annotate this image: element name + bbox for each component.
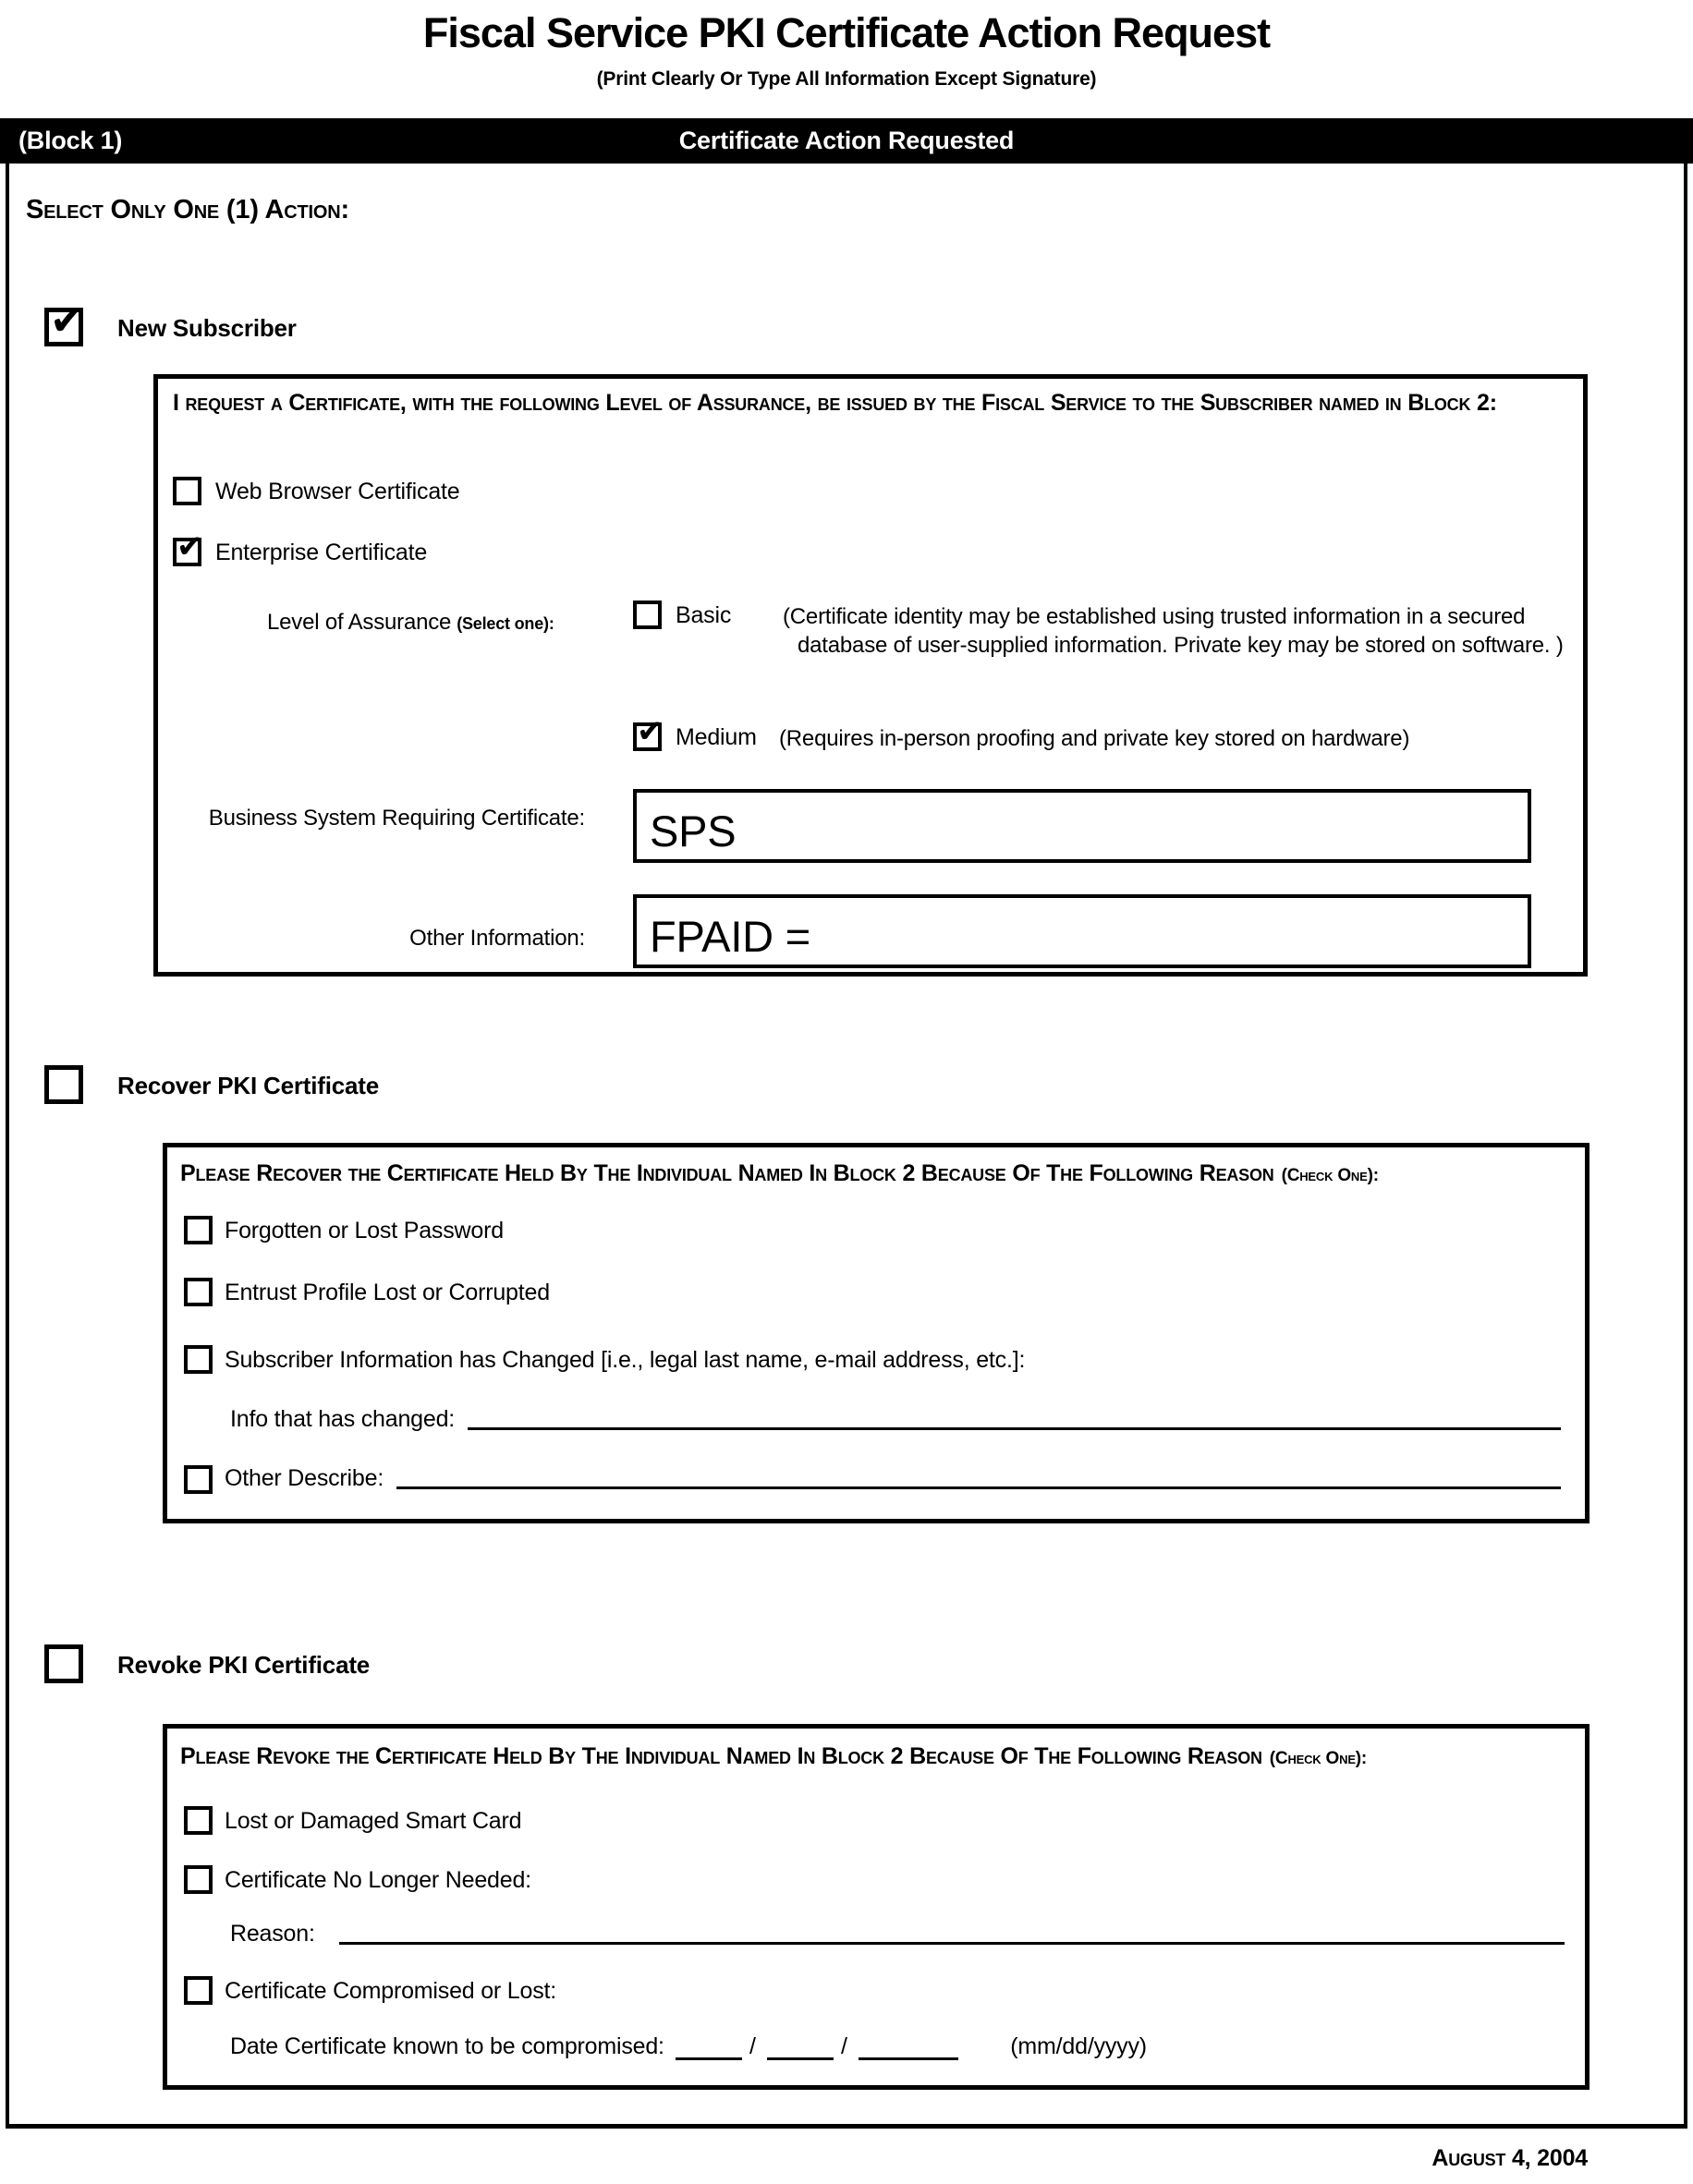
cert-compromised-label: Certificate Compromised or Lost: [225,1978,557,2004]
recover-label: Recover PKI Certificate [117,1072,379,1099]
forgotten-password-label: Forgotten or Lost Password [225,1218,504,1244]
revoke-box [163,1724,1589,2090]
block1-header-bar [0,118,1693,164]
recover-box-header [180,1157,1379,1193]
select-one-note: (Select one): [457,614,554,633]
business-system-input[interactable]: SPS [633,789,1531,863]
level-of-assurance-label [267,608,554,638]
level-of-assurance-text: Level of Assurance [267,610,452,635]
footer-date: August 4, 2004 [1431,2145,1588,2171]
lost-smart-card-label: Lost or Damaged Smart Card [225,1808,522,1834]
subscriber-info-changed-checkbox[interactable] [184,1345,213,1374]
checkmark-icon: ✔ [50,297,84,345]
revoke-reason-field[interactable] [339,1938,1565,1945]
block1-bar-title: Certificate Action Requested [678,127,1015,154]
assurance-basic-checkbox[interactable] [633,601,662,629]
new-subscriber-label: New Subscriber [117,314,297,342]
revoke-header-text: Please Revoke the Certificate Held By The Individual Named In Block 2 Because Of The Following Reason [180,1743,1262,1769]
recover-other-label: Other Describe: [225,1465,384,1491]
assurance-medium-label: Medium [676,724,757,750]
date-format-hint: (mm/dd/yyyy) [1010,2033,1147,2059]
web-browser-cert-checkbox[interactable] [173,477,201,505]
page-title: Fiscal Service PKI Certificate Action Request [422,9,1271,56]
date-separator: / [749,2033,756,2059]
new-subscriber-box-header: I request a Certificate, with the following Level of Assurance, be issued by the Fiscal Service to the Subscriber named in Block 2: [173,390,1497,416]
new-subscriber-checkbox[interactable] [44,297,84,346]
revoke-label: Revoke PKI Certificate [117,1651,371,1679]
assurance-basic-description: (Certificate identity may be established using trusted information in a secured database of user-supplied information. Private key may be stored on software. ) [783,604,1564,658]
cert-not-needed-label: Certificate No Longer Needed: [225,1867,531,1893]
assurance-medium-checkbox[interactable] [633,713,664,751]
lost-smart-card-checkbox[interactable] [184,1806,213,1835]
revoke-reason-label: Reason: [230,1921,315,1947]
compromise-date-year-field[interactable] [859,2035,958,2060]
compromise-date-label: Date Certificate known to be compromised: [230,2033,664,2059]
recover-box [163,1143,1589,1523]
enterprise-cert-label: Enterprise Certificate [215,540,428,565]
checkmark-icon: ✔ [637,713,664,750]
web-browser-cert-label: Web Browser Certificate [215,479,460,504]
select-action-instruction: Select Only One (1) Action: [26,195,349,224]
other-information-input[interactable]: FPAID = [633,894,1531,968]
revoke-checkbox[interactable] [44,1644,83,1683]
business-system-label: Business System Requiring Certificate: [208,806,585,831]
subscriber-info-changed-label: Subscriber Information has Changed [i.e., legal last name, e-mail address, etc.]: [225,1347,1026,1373]
info-changed-field[interactable] [468,1424,1561,1430]
recover-header-text: Please Recover the Certificate Held By The Individual Named In Block 2 Because Of The Following Reason [180,1160,1274,1186]
checkmark-icon: ✔ [177,528,203,565]
assurance-medium-description: (Requires in-person proofing and private key stored on hardware) [779,726,1410,751]
revoke-check-one-note: (Check One): [1269,1749,1368,1768]
compromise-date-day-field[interactable] [767,2035,834,2060]
info-changed-row [230,1406,1561,1433]
recover-other-field[interactable] [396,1483,1561,1489]
block1-tag: (Block 1) [18,127,123,154]
date-separator: / [841,2033,847,2059]
entrust-profile-checkbox[interactable] [184,1278,213,1306]
entrust-profile-label: Entrust Profile Lost or Corrupted [225,1280,550,1305]
revoke-reason-row [230,1921,1565,1947]
cert-compromised-checkbox[interactable] [184,1976,213,2005]
compromise-date-month-field[interactable] [676,2035,742,2060]
revoke-box-header [180,1740,1367,1776]
recover-checkbox[interactable] [44,1065,83,1104]
other-information-label: Other Information: [409,926,585,951]
recover-other-row [225,1465,1561,1492]
assurance-basic-label: Basic [676,602,732,628]
recover-other-checkbox[interactable] [184,1465,213,1494]
new-subscriber-box [153,374,1588,977]
recover-check-one-note: (Check One): [1281,1166,1379,1185]
forgotten-password-checkbox[interactable] [184,1216,213,1244]
cert-not-needed-checkbox[interactable] [184,1865,213,1894]
page-subtitle: (Print Clearly Or Type All Information Except Signature) [596,68,1097,90]
compromise-date-row [230,2033,1147,2060]
enterprise-cert-checkbox[interactable] [173,528,203,566]
info-changed-label: Info that has changed: [230,1406,456,1432]
